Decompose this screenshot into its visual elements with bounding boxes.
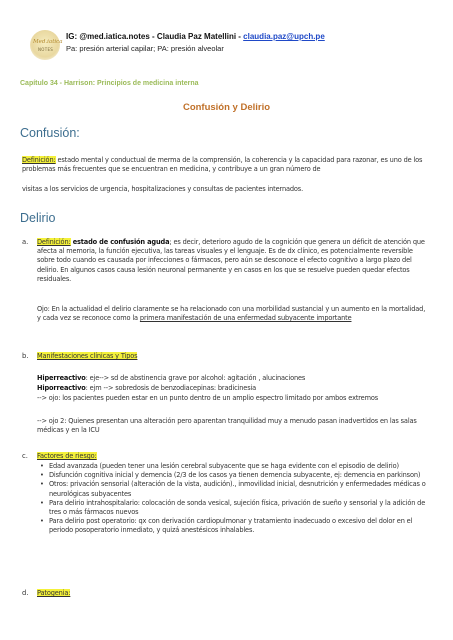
list-item: • Para delirio post operatorio: qx con derivación cardiopulmonar y tratamiento inadecuado o excesivo del dolor en el periodo posoperatorio inmediato, y quizá anestésicos inhalables. [40, 517, 426, 535]
inadvertidos-note: --> ojo 2: Quienes presentan una alteración pero aparentan tranquilidad muy a menudo pasan inadvertidos en las salas médicas y en la ICU [37, 417, 417, 435]
confusion-definition [22, 156, 430, 174]
section-heading-delirio: Delirio [20, 211, 56, 225]
hiperreactivo-line [37, 374, 427, 383]
header-author-text: IG: @med.iatica.notes - Claudia Paz Matellini - [66, 32, 244, 41]
brand-logo [30, 30, 63, 60]
header-abbreviations: Pa: presión arterial capilar; PA: presión alveolar [66, 44, 224, 53]
hiporreactivo-label: Hiporreactivo [37, 384, 86, 392]
list-item: • Otros: privación sensorial (alteración de la vista, audición)., inmovilidad inicial, desnutrición y enfermedades médicas o neurológicas subyacentes [40, 480, 426, 498]
confusion-definition-cont: visitas a los servicios de urgencia, hospitalizaciones y consultas de pacientes internados. [22, 185, 304, 193]
list-marker-b: b. [22, 352, 29, 360]
factores-heading [37, 452, 97, 461]
author-email-link[interactable]: claudia.paz@upch.pe [243, 32, 325, 41]
hiperreactivo-label: Hiperreactivo [37, 374, 86, 382]
delirio-ojo-note [37, 305, 427, 323]
page-title: Confusión y Delirio [182, 102, 271, 113]
list-marker-c: c. [22, 452, 28, 460]
manifestaciones-heading [37, 352, 137, 361]
definition-label: Definición: [37, 238, 71, 246]
definition-text: ; es decir, deterioro agudo de la cognición que genera un déficit de atención que afecta al memoria, la función ejecutiva, las tareas visuales y el lenguaje. Es de dx clínico, es potencialmente reversible sobre todo cuando es causada por infecciones o fármacos, pero aún se desconoce el efecto cognitivo a largo plazo del delirio. En algunos casos causa lesión neuronal permanente y en casos en los que se resuelve pueden quedar efectos residuales. [37, 238, 425, 283]
chapter-reference: Capítulo 34 - Harrison: Principios de medicina interna [20, 80, 199, 87]
list-marker-d: d. [22, 589, 29, 597]
manifestaciones-label: Manifestaciones clínicas y Tipos [37, 352, 138, 360]
hiperreactivo-text: : eje--> sd de abstinencia grave por alcohol: agitación , alucinaciones [85, 374, 306, 382]
ojo-underlined-text: primera manifestación de una enfermedad subyacente importante [139, 314, 352, 323]
patogenia-label: Patogenia: [37, 589, 71, 597]
list-item: • Disfunción cognitiva inicial y demencia (2/3 de los casos ya tienen demencia subyacente, ej: demencia en parkinson) [40, 471, 426, 480]
ojo-text: Ojo: En la actualidad el delirio claramente se ha relacionado con una morbilidad sustancial y un aumento en la mortalidad, y cada vez se reconoce como la [37, 305, 426, 323]
delirio-definition [37, 238, 427, 284]
header-author-line [66, 32, 325, 41]
patogenia-heading [37, 589, 70, 598]
hiporreactivo-text: : ejm --> sobredosis de benzodiacepinas: bradicinesia [85, 384, 257, 392]
spectrum-note: --> ojo: los pacientes pueden estar en un punto dentro de un amplio espectro limitado por ambos extremos [37, 394, 379, 402]
definition-bold-term: estado de confusión aguda [70, 238, 170, 246]
logo-text-bottom: NOTES [38, 47, 54, 52]
section-heading-confusion: Confusión: [20, 126, 80, 140]
risk-factors-list [40, 462, 426, 536]
list-marker-a: a. [22, 238, 29, 246]
definition-label: Definición: [22, 156, 56, 164]
hiporreactivo-line [37, 384, 427, 393]
logo-text-top: Med.iatica [33, 39, 63, 45]
definition-text: estado mental y conductual de merma de la comprensión, la coherencia y la capacidad para razonar, es uno de los problemas más frecuentes que se encuentran en medicina, y contribuye a un gran número de [22, 156, 423, 174]
page-header [30, 30, 430, 64]
list-item: • Para delirio intrahospitalario: colocación de sonda vesical, sujeción física, privación de sueño y sensorial y la adición de tres o más fármacos nuevos [40, 499, 426, 517]
factores-label: Factores de riesgo: [37, 452, 97, 460]
list-item: • Edad avanzada (pueden tener una lesión cerebral subyacente que se haga evidente con el episodio de delirio) [40, 462, 426, 471]
